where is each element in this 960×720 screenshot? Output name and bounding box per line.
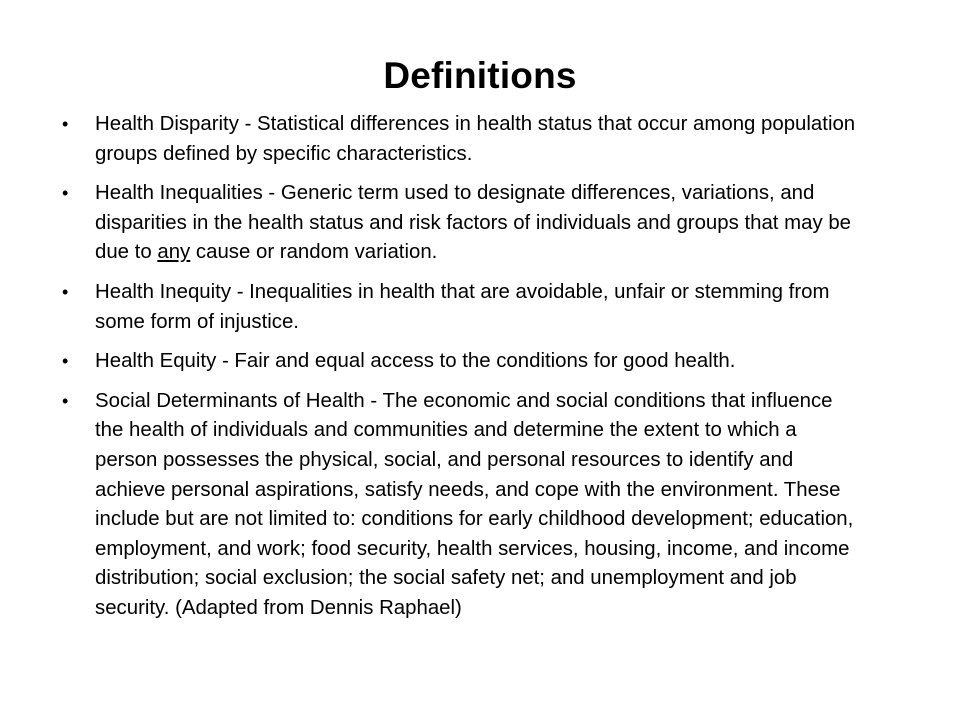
- bullet-icon: •: [62, 114, 69, 134]
- list-item-health-disparity: [62, 110, 862, 169]
- definition-text: Health Inequity - Inequalities in health that are avoidable, unfair or stemming from some form of injustice.: [95, 280, 830, 333]
- definitions-list: [62, 110, 862, 634]
- definition-text-start: Health Inequalities - Generic term used to designate differences, variations, and disparities in the health status and risk factors of individuals and groups that may be due to: [95, 182, 852, 264]
- bullet-icon: •: [62, 390, 69, 411]
- definition-text: Social Determinants of Health - The economic and social conditions that influence the health of individuals and communities and determine the extent to which a person possesses the physical, social, and personal resources to identify and achieve personal aspirations, satisfy needs, and cope with the environment. These include but are not limited to: conditions for early childhood development; education, employment, and work; food security, health services, housing, income, and income distribution; social exclusion; the social safety net; and unemployment and job security. (Adapted from Dennis Raphael): [95, 389, 854, 619]
- bullet-icon: •: [62, 281, 69, 302]
- definition-text: Health Disparity - Statistical differences in health status that occur among population groups defined by specific characteristics.: [95, 113, 856, 165]
- list-item-health-inequity: [62, 278, 862, 337]
- definition-text: Health Equity - Fair and equal access to the conditions for good health.: [95, 350, 736, 373]
- list-item-health-equity: [62, 347, 862, 377]
- bullet-icon: •: [62, 183, 69, 204]
- slide-title: Definitions: [383, 55, 577, 96]
- list-item-health-inequalities: [62, 179, 862, 268]
- list-item-social-determinants: [62, 387, 862, 624]
- definition-text-end: cause or random variation.: [190, 241, 438, 264]
- underlined-word: any: [157, 241, 191, 264]
- bullet-icon: •: [62, 351, 69, 372]
